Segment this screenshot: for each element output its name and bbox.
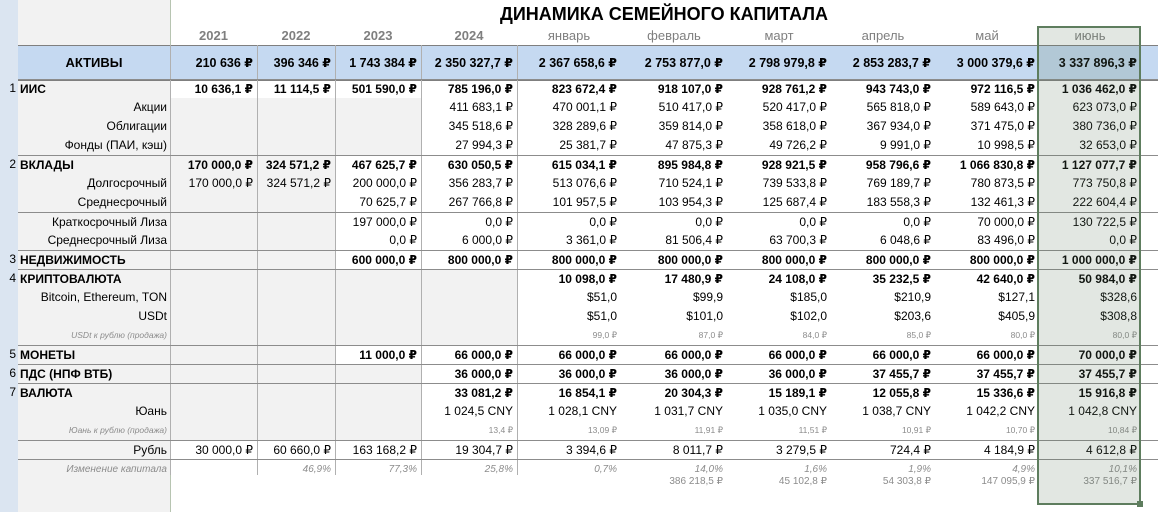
data-cell[interactable]: 13,4 ₽ — [488, 425, 513, 435]
data-cell[interactable]: $405,9 — [998, 309, 1035, 323]
data-cell[interactable]: 359 814,0 ₽ — [658, 119, 723, 133]
data-cell[interactable]: 170 000,0 ₽ — [188, 176, 253, 190]
data-cell[interactable]: 520 417,0 ₽ — [762, 100, 827, 114]
data-cell[interactable]: 800 000,0 ₽ — [761, 253, 827, 267]
data-cell[interactable]: 11,51 ₽ — [798, 425, 827, 435]
data-cell[interactable]: 0,0 ₽ — [485, 215, 513, 229]
column-header[interactable]: май — [975, 28, 999, 43]
data-cell[interactable]: 411 683,1 ₽ — [449, 100, 513, 114]
data-cell[interactable]: 1 028,1 CNY — [548, 404, 617, 418]
column-header[interactable]: 2024 — [454, 28, 484, 43]
data-cell[interactable] — [257, 346, 331, 365]
column-header[interactable]: 2023 — [363, 28, 393, 43]
row-label[interactable]: ИИС — [20, 82, 46, 96]
table-row — [18, 269, 1158, 289]
data-cell[interactable]: 358 618,0 ₽ — [762, 119, 827, 133]
table-row — [18, 440, 1158, 460]
data-cell[interactable]: 0,0 ₽ — [903, 215, 931, 229]
row-label[interactable]: Акции — [133, 100, 167, 114]
data-cell[interactable]: 1 127 077,7 ₽ — [1061, 158, 1137, 172]
data-cell[interactable] — [170, 231, 253, 250]
data-cell[interactable] — [170, 402, 253, 421]
table-row — [18, 136, 1158, 155]
data-cell[interactable]: $203,6 — [894, 309, 931, 323]
data-cell[interactable]: 1 000 000,0 ₽ — [1061, 253, 1137, 267]
data-cell[interactable] — [170, 251, 253, 270]
row-label[interactable]: ВАЛЮТА — [20, 386, 73, 400]
data-cell[interactable]: 37 455,7 ₽ — [1078, 367, 1137, 381]
data-cell[interactable] — [421, 326, 513, 345]
row-label[interactable]: USDt к рублю (продажа) — [71, 330, 167, 340]
data-cell[interactable]: 800 000,0 ₽ — [969, 253, 1035, 267]
data-cell[interactable] — [170, 98, 253, 117]
data-cell[interactable]: 1 031,7 CNY — [654, 404, 723, 418]
data-cell[interactable] — [170, 460, 253, 479]
data-cell[interactable] — [170, 421, 253, 440]
row-label[interactable]: Долгосрочный — [87, 176, 167, 190]
data-cell[interactable]: 0,0 ₽ — [389, 233, 417, 247]
data-cell[interactable]: 267 766,8 ₽ — [448, 195, 513, 209]
total-value[interactable]: 210 636 ₽ — [195, 56, 253, 70]
data-cell[interactable]: 170 000,0 ₽ — [187, 158, 253, 172]
row-label[interactable]: Юань — [135, 404, 167, 418]
data-cell[interactable]: 10,84 ₽ — [1107, 425, 1137, 435]
data-cell[interactable]: 66 000,0 ₽ — [768, 348, 827, 362]
data-cell[interactable]: 81 506,4 ₽ — [665, 233, 723, 247]
table-row — [18, 288, 1158, 307]
column-header[interactable]: июнь — [1074, 28, 1106, 43]
table-row — [18, 231, 1158, 250]
row-label[interactable]: НЕДВИЖИМОСТЬ — [20, 253, 126, 267]
data-cell[interactable]: 66 000,0 ₽ — [664, 348, 723, 362]
data-cell[interactable] — [257, 326, 331, 345]
row-label[interactable]: USDt — [138, 309, 167, 323]
data-cell[interactable]: 345 518,6 ₽ — [448, 119, 513, 133]
row-label[interactable]: ПДС (НПФ ВТБ) — [20, 367, 113, 381]
data-cell[interactable]: $99,9 — [692, 290, 723, 304]
data-cell[interactable]: 13,09 ₽ — [587, 425, 617, 435]
total-value[interactable]: 396 346 ₽ — [273, 56, 331, 70]
row-label[interactable]: Рубль — [133, 443, 167, 457]
data-cell[interactable]: 958 796,6 ₽ — [865, 158, 931, 172]
data-cell[interactable]: 4 612,8 ₽ — [1085, 443, 1137, 457]
row-label[interactable]: Краткосрочный Лиза — [51, 215, 167, 229]
data-cell[interactable]: 371 475,0 ₽ — [970, 119, 1035, 133]
footer-delta-value[interactable]: 54 303,8 ₽ — [882, 476, 931, 487]
data-cell[interactable]: 70 000,0 ₽ — [1078, 348, 1137, 362]
column-header[interactable]: 2022 — [281, 28, 311, 43]
data-cell[interactable]: 10 098,0 ₽ — [558, 272, 617, 286]
data-cell[interactable]: 36 000,0 ₽ — [558, 367, 617, 381]
data-cell[interactable] — [335, 136, 417, 155]
data-cell[interactable]: 15 336,6 ₽ — [976, 386, 1035, 400]
data-cell[interactable]: 15 916,8 ₽ — [1078, 386, 1137, 400]
column-header[interactable]: апрель — [861, 28, 905, 43]
data-cell[interactable]: 895 984,8 ₽ — [657, 158, 723, 172]
data-cell[interactable]: 10,70 ₽ — [1005, 425, 1035, 435]
table-row — [18, 212, 1158, 232]
data-cell[interactable] — [257, 231, 331, 250]
data-cell[interactable]: 24 108,0 ₽ — [768, 272, 827, 286]
data-cell[interactable]: 36 000,0 ₽ — [664, 367, 723, 381]
data-cell[interactable]: 943 743,0 ₽ — [865, 82, 931, 96]
data-cell[interactable]: 4 184,9 ₽ — [983, 443, 1035, 457]
data-cell[interactable] — [421, 307, 513, 326]
row-label[interactable]: МОНЕТЫ — [20, 348, 76, 362]
data-cell[interactable]: 14,0% — [694, 464, 723, 475]
data-cell[interactable]: 83 496,0 ₽ — [977, 233, 1035, 247]
selected-column-june[interactable] — [1037, 26, 1141, 505]
table-row — [18, 155, 1158, 175]
data-cell[interactable]: 710 524,1 ₽ — [658, 176, 723, 190]
total-value[interactable]: 2 367 658,6 ₽ — [538, 56, 617, 70]
row-label[interactable]: ВКЛАДЫ — [20, 158, 74, 172]
data-cell[interactable] — [421, 288, 513, 307]
row-label[interactable]: Bitcoin, Ethereum, TON — [40, 290, 167, 304]
data-cell[interactable]: 324 571,2 ₽ — [265, 158, 331, 172]
data-cell[interactable]: 49 726,2 ₽ — [769, 138, 827, 152]
row-label[interactable]: КРИПТОВАЛЮТА — [20, 272, 122, 286]
data-cell[interactable]: 15 189,1 ₽ — [768, 386, 827, 400]
row-number: 5 — [9, 347, 16, 361]
data-cell[interactable]: 80,0 ₽ — [1112, 330, 1137, 340]
data-cell[interactable]: 125 687,4 ₽ — [762, 195, 827, 209]
data-cell[interactable]: 1 038,7 CNY — [862, 404, 931, 418]
data-cell[interactable]: $328,6 — [1100, 290, 1137, 304]
data-cell[interactable] — [335, 384, 417, 403]
footer-delta-value[interactable]: 147 095,9 ₽ — [981, 476, 1035, 487]
sheet-title: ДИНАМИКА СЕМЕЙНОГО КАПИТАЛА — [500, 4, 828, 24]
row-label[interactable]: Изменение капитала — [66, 464, 167, 475]
data-cell[interactable]: 367 934,0 ₽ — [866, 119, 931, 133]
data-cell[interactable] — [257, 384, 331, 403]
data-cell[interactable]: 565 818,0 ₽ — [866, 100, 931, 114]
data-cell[interactable] — [335, 98, 417, 117]
data-cell[interactable]: 200 000,0 ₽ — [352, 176, 417, 190]
data-cell[interactable]: 0,0 ₽ — [589, 215, 617, 229]
data-cell[interactable]: $185,0 — [790, 290, 827, 304]
data-cell[interactable]: 11,91 ₽ — [694, 425, 723, 435]
data-cell[interactable]: 10 636,1 ₽ — [194, 82, 253, 96]
data-cell[interactable]: 27 994,3 ₽ — [455, 138, 513, 152]
table-row — [18, 193, 1158, 212]
data-cell[interactable]: 33 081,2 ₽ — [454, 386, 513, 400]
data-cell[interactable]: 42 640,0 ₽ — [976, 272, 1035, 286]
data-cell[interactable]: 63 700,3 ₽ — [769, 233, 827, 247]
data-cell[interactable]: 80,0 ₽ — [1010, 330, 1035, 340]
data-cell[interactable]: 37 455,7 ₽ — [872, 367, 931, 381]
data-cell[interactable]: 800 000,0 ₽ — [447, 253, 513, 267]
data-cell[interactable]: 1 024,5 CNY — [444, 404, 513, 418]
data-cell[interactable]: 1,6% — [804, 464, 827, 475]
data-cell[interactable]: 8 011,7 ₽ — [672, 443, 723, 457]
data-cell[interactable] — [257, 270, 331, 289]
table-row — [18, 326, 1158, 345]
data-cell[interactable]: 35 232,5 ₽ — [872, 272, 931, 286]
data-cell[interactable] — [335, 307, 417, 326]
data-cell[interactable]: 25,8% — [484, 464, 513, 475]
data-cell[interactable]: 36 000,0 ₽ — [454, 367, 513, 381]
row-label[interactable]: Среднесрочный — [77, 195, 167, 209]
table-row — [18, 117, 1158, 136]
data-cell[interactable]: 467 625,7 ₽ — [351, 158, 417, 172]
data-cell[interactable]: 600 000,0 ₽ — [351, 253, 417, 267]
data-cell[interactable] — [170, 365, 253, 384]
data-cell[interactable]: 3 279,5 ₽ — [775, 443, 827, 457]
data-cell[interactable] — [257, 98, 331, 117]
data-cell[interactable]: 800 000,0 ₽ — [551, 253, 617, 267]
table-row — [18, 364, 1158, 384]
data-cell[interactable]: 50 984,0 ₽ — [1078, 272, 1137, 286]
data-cell[interactable] — [257, 193, 331, 212]
data-cell[interactable]: 19 304,7 ₽ — [455, 443, 513, 457]
data-cell[interactable]: 739 533,8 ₽ — [762, 176, 827, 190]
data-cell[interactable]: 3 394,6 ₽ — [565, 443, 617, 457]
table-row — [18, 98, 1158, 117]
data-cell[interactable]: 66 000,0 ₽ — [976, 348, 1035, 362]
data-cell[interactable]: 324 571,2 ₽ — [266, 176, 331, 190]
data-cell[interactable]: 70 000,0 ₽ — [977, 215, 1035, 229]
row-label[interactable]: Среднесрочный Лиза — [47, 233, 167, 247]
data-cell[interactable]: 769 189,7 ₽ — [866, 176, 931, 190]
data-cell[interactable]: 60 660,0 ₽ — [273, 443, 331, 457]
data-cell[interactable] — [170, 193, 253, 212]
data-cell[interactable] — [257, 421, 331, 440]
data-cell[interactable]: 87,0 ₽ — [698, 330, 723, 340]
data-cell[interactable]: 197 000,0 ₽ — [352, 215, 417, 229]
assets-label: АКТИВЫ — [65, 55, 123, 70]
data-cell[interactable]: 183 558,3 ₽ — [866, 195, 931, 209]
data-cell[interactable]: 163 168,2 ₽ — [352, 443, 417, 457]
column-header[interactable]: 2021 — [199, 28, 228, 43]
table-row — [18, 421, 1158, 440]
column-header[interactable]: март — [764, 28, 794, 43]
data-cell[interactable]: 928 761,2 ₽ — [761, 82, 827, 96]
data-cell[interactable]: 70 625,7 ₽ — [359, 195, 417, 209]
data-cell[interactable] — [335, 288, 417, 307]
data-cell[interactable]: $102,0 — [790, 309, 827, 323]
data-cell[interactable]: 101 957,5 ₽ — [552, 195, 617, 209]
row-label[interactable]: Фонды (ПАИ, кэш) — [64, 138, 167, 152]
total-value[interactable]: 2 753 877,0 ₽ — [644, 56, 723, 70]
data-cell[interactable] — [170, 288, 253, 307]
data-cell[interactable]: $51,0 — [586, 290, 617, 304]
data-cell[interactable] — [170, 307, 253, 326]
row-number: 3 — [9, 252, 16, 266]
data-cell[interactable]: 615 034,1 ₽ — [551, 158, 617, 172]
data-cell[interactable]: 77,3% — [388, 464, 417, 475]
data-cell[interactable]: 623 073,0 ₽ — [1072, 100, 1137, 114]
data-cell[interactable]: 1,9% — [908, 464, 931, 475]
data-cell[interactable]: 10,91 ₽ — [901, 425, 931, 435]
data-cell[interactable]: 25 381,7 ₽ — [559, 138, 617, 152]
column-header[interactable]: январь — [547, 28, 591, 43]
data-cell[interactable]: 6 000,0 ₽ — [461, 233, 513, 247]
data-cell[interactable]: 222 604,4 ₽ — [1072, 195, 1137, 209]
data-cell[interactable] — [170, 384, 253, 403]
data-cell[interactable]: 66 000,0 ₽ — [558, 348, 617, 362]
data-cell[interactable] — [170, 346, 253, 365]
data-cell[interactable]: 470 001,1 ₽ — [552, 100, 617, 114]
total-value[interactable]: 3 000 379,6 ₽ — [956, 56, 1035, 70]
data-cell[interactable]: 4,9% — [1012, 464, 1035, 475]
row-label[interactable]: Юань к рублю (продажа) — [68, 425, 167, 435]
column-header[interactable]: февраль — [647, 28, 701, 43]
data-cell[interactable]: 928 921,5 ₽ — [761, 158, 827, 172]
fill-handle[interactable] — [1137, 501, 1143, 507]
data-cell[interactable] — [170, 326, 253, 345]
data-cell[interactable]: 630 050,5 ₽ — [447, 158, 513, 172]
data-cell[interactable]: 11 114,5 ₽ — [273, 82, 331, 96]
data-cell[interactable]: 10 998,5 ₽ — [977, 138, 1035, 152]
data-cell[interactable]: 9 991,0 ₽ — [879, 138, 931, 152]
footer-delta-value[interactable]: 337 516,7 ₽ — [1083, 476, 1137, 487]
data-cell[interactable]: 780 873,5 ₽ — [970, 176, 1035, 190]
data-cell[interactable] — [335, 326, 417, 345]
data-cell[interactable]: 724,4 ₽ — [890, 443, 931, 457]
data-cell[interactable] — [257, 213, 331, 232]
table-row — [18, 307, 1158, 326]
data-cell[interactable]: 32 653,0 ₽ — [1079, 138, 1137, 152]
row-number: 2 — [9, 157, 16, 171]
data-cell[interactable] — [335, 270, 417, 289]
data-cell[interactable]: 12 055,8 ₽ — [872, 386, 931, 400]
data-cell[interactable]: 11 000,0 ₽ — [359, 348, 417, 362]
data-cell[interactable]: 1 035,0 CNY — [758, 404, 827, 418]
data-cell[interactable]: 0,7% — [594, 464, 617, 475]
data-cell[interactable]: 918 107,0 ₽ — [657, 82, 723, 96]
data-cell[interactable]: 773 750,8 ₽ — [1072, 176, 1137, 190]
data-cell[interactable]: 0,0 ₽ — [799, 215, 827, 229]
row-label[interactable]: Облигации — [106, 119, 167, 133]
data-cell[interactable] — [257, 365, 331, 384]
row-number: 1 — [9, 81, 16, 95]
data-cell[interactable] — [257, 288, 331, 307]
data-cell[interactable]: $210,9 — [894, 290, 931, 304]
data-cell[interactable] — [170, 213, 253, 232]
data-cell[interactable]: 589 643,0 ₽ — [970, 100, 1035, 114]
table-row — [18, 250, 1158, 270]
total-value[interactable]: 2 798 979,8 ₽ — [748, 56, 827, 70]
data-cell[interactable]: 6 048,6 ₽ — [879, 233, 931, 247]
data-cell[interactable] — [335, 421, 417, 440]
data-cell[interactable] — [335, 365, 417, 384]
data-cell[interactable]: 1 036 462,0 ₽ — [1061, 82, 1137, 96]
data-cell[interactable]: 47 875,3 ₽ — [665, 138, 723, 152]
data-cell[interactable]: 20 304,3 ₽ — [664, 386, 723, 400]
data-cell[interactable]: 36 000,0 ₽ — [768, 367, 827, 381]
row-number: 4 — [9, 271, 16, 285]
data-cell[interactable]: 130 722,5 ₽ — [1072, 215, 1137, 229]
data-cell[interactable]: 800 000,0 ₽ — [865, 253, 931, 267]
data-cell[interactable]: 3 361,0 ₽ — [565, 233, 617, 247]
data-cell[interactable]: 823 672,4 ₽ — [551, 82, 617, 96]
data-cell[interactable] — [257, 251, 331, 270]
data-cell[interactable] — [257, 307, 331, 326]
table-row — [18, 174, 1158, 193]
data-cell[interactable]: 37 455,7 ₽ — [976, 367, 1035, 381]
data-cell[interactable] — [170, 136, 253, 155]
data-cell[interactable]: 99,0 ₽ — [592, 330, 617, 340]
footer-delta-value[interactable]: 386 218,5 ₽ — [669, 476, 723, 487]
data-cell[interactable]: 356 283,7 ₽ — [448, 176, 513, 190]
data-cell[interactable]: 46,9% — [302, 464, 331, 475]
table-row — [18, 402, 1158, 421]
data-cell[interactable]: $308,8 — [1100, 309, 1137, 323]
data-cell[interactable] — [257, 117, 331, 136]
data-cell[interactable]: 1 066 830,8 ₽ — [959, 158, 1035, 172]
data-cell[interactable] — [335, 117, 417, 136]
total-value[interactable]: 1 743 384 ₽ — [349, 56, 417, 70]
data-cell[interactable]: 132 461,3 ₽ — [970, 195, 1035, 209]
data-cell[interactable]: $101,0 — [686, 309, 723, 323]
data-cell[interactable]: 1 042,2 CNY — [966, 404, 1035, 418]
data-cell[interactable]: 1 042,8 CNY — [1068, 404, 1137, 418]
data-cell[interactable] — [335, 402, 417, 421]
row-number: 7 — [9, 385, 16, 399]
data-cell[interactable]: 16 854,1 ₽ — [558, 386, 617, 400]
data-cell[interactable]: 513 076,6 ₽ — [552, 176, 617, 190]
data-cell[interactable]: 10,1% — [1108, 464, 1137, 475]
data-cell[interactable] — [421, 270, 513, 289]
data-cell[interactable] — [257, 136, 331, 155]
footer-delta-value[interactable]: 45 102,8 ₽ — [778, 476, 827, 487]
table-row — [18, 79, 1158, 99]
data-cell[interactable] — [170, 270, 253, 289]
data-cell[interactable]: 785 196,0 ₽ — [447, 82, 513, 96]
table-row — [18, 383, 1158, 403]
total-value[interactable]: 3 337 896,3 ₽ — [1058, 56, 1137, 70]
data-cell[interactable]: 501 590,0 ₽ — [351, 82, 417, 96]
data-cell[interactable]: 0,0 ₽ — [695, 215, 723, 229]
total-value[interactable]: 2 350 327,7 ₽ — [434, 56, 513, 70]
data-cell[interactable]: 328 289,6 ₽ — [552, 119, 617, 133]
data-cell[interactable]: 85,0 ₽ — [906, 330, 931, 340]
data-cell[interactable] — [170, 117, 253, 136]
data-cell[interactable]: $127,1 — [998, 290, 1035, 304]
data-cell[interactable]: 66 000,0 ₽ — [872, 348, 931, 362]
data-cell[interactable]: 800 000,0 ₽ — [657, 253, 723, 267]
data-cell[interactable]: 17 480,9 ₽ — [664, 272, 723, 286]
data-cell[interactable]: 30 000,0 ₽ — [195, 443, 253, 457]
data-cell[interactable]: 84,0 ₽ — [802, 330, 827, 340]
data-cell[interactable]: 380 736,0 ₽ — [1072, 119, 1137, 133]
data-cell[interactable]: 510 417,0 ₽ — [658, 100, 723, 114]
data-cell[interactable]: 66 000,0 ₽ — [454, 348, 513, 362]
row-number: 6 — [9, 366, 16, 380]
data-cell[interactable]: $51,0 — [586, 309, 617, 323]
data-cell[interactable] — [257, 402, 331, 421]
data-cell[interactable]: 0,0 ₽ — [1109, 233, 1137, 247]
total-value[interactable]: 2 853 283,7 ₽ — [852, 56, 931, 70]
data-cell[interactable]: 103 954,3 ₽ — [658, 195, 723, 209]
table-row — [18, 345, 1158, 365]
data-cell[interactable]: 972 116,5 ₽ — [970, 82, 1035, 96]
